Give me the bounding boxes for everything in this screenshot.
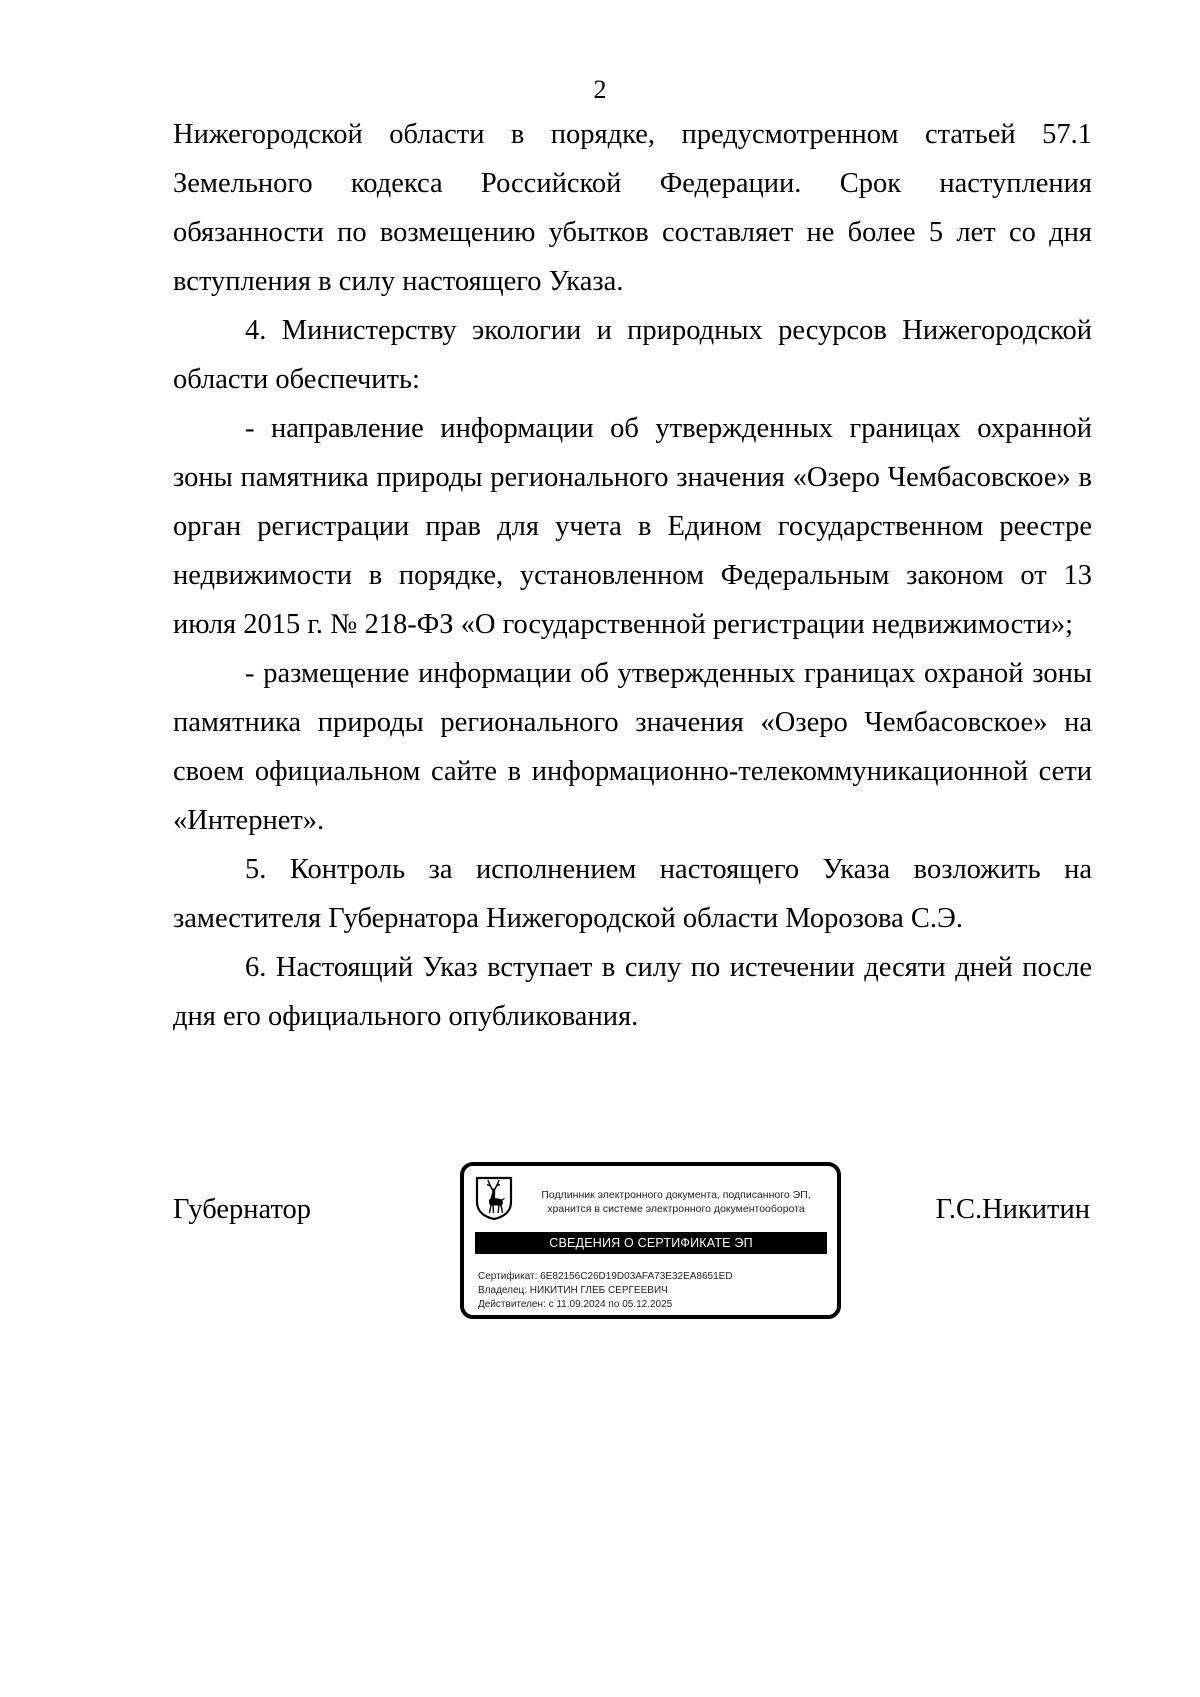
nizhny-novgorod-deer-emblem-icon (475, 1176, 513, 1220)
paragraph-item-4-bullet-2: - размещение информации об утвержденных границах охраной зоны памятника природы регионального значения «Озеро Чембасовское» на своем официальном сайте в информационно-телекоммуникационной сети «Интернет». (173, 658, 1092, 836)
stamp-certificate-owner: Владелец: НИКИТИН ГЛЕБ СЕРГЕЕВИЧ (478, 1285, 668, 1296)
stamp-notice (526, 1188, 826, 1216)
stamp-certificate-header: СВЕДЕНИЯ О СЕРТИФИКАТЕ ЭП (475, 1232, 827, 1254)
signatory-position: Губернатор (173, 1194, 312, 1225)
electronic-signature-stamp (460, 1162, 841, 1319)
page-number: 2 (593, 75, 607, 104)
paragraph-item-6: 6. Настоящий Указ вступает в силу по истечении десяти дней после дня его официального опубликования. (173, 952, 1092, 1032)
paragraph-item-4: 4. Министерству экологии и природных ресурсов Нижегородской области обеспечить: (173, 315, 1092, 395)
paragraph-item-5: 5. Контроль за исполнением настоящего Указа возложить на заместителя Губернатора Нижегородской области Морозова С.Э. (173, 854, 1092, 934)
paragraph-continuation: Нижегородской области в порядке, предусмотренном статьей 57.1 Земельного кодекса Российской Федерации. Срок наступления обязанности по возмещению убытков составляет не более 5 лет со дня вступления в силу настоящего Указа. (173, 119, 1092, 297)
stamp-certificate-number: Сертификат: 6E82156C26D19D03AFA73E32EA8651ED (478, 1271, 733, 1282)
stamp-certificate-details (478, 1270, 733, 1312)
signatory-name: Г.С.Никитин (935, 1194, 1090, 1225)
stamp-notice-line-1: Подлинник электронного документа, подписанного ЭП, (541, 1189, 811, 1201)
stamp-notice-line-2: хранится в системе электронного документооборота (547, 1203, 805, 1215)
stamp-certificate-validity: Действителен: с 11.09.2024 по 05.12.2025 (478, 1299, 673, 1310)
paragraph-item-4-bullet-1: - направление информации об утвержденных границах охранной зоны памятника природы регионального значения «Озеро Чембасовское» в орган регистрации прав для учета в Едином государственном реестре недвижимости в порядке, установленном Федеральным законом от 13 июля 2015 г. № 218-ФЗ «О государственной регистрации недвижимости»; (173, 413, 1092, 640)
document-body (173, 110, 1092, 1041)
